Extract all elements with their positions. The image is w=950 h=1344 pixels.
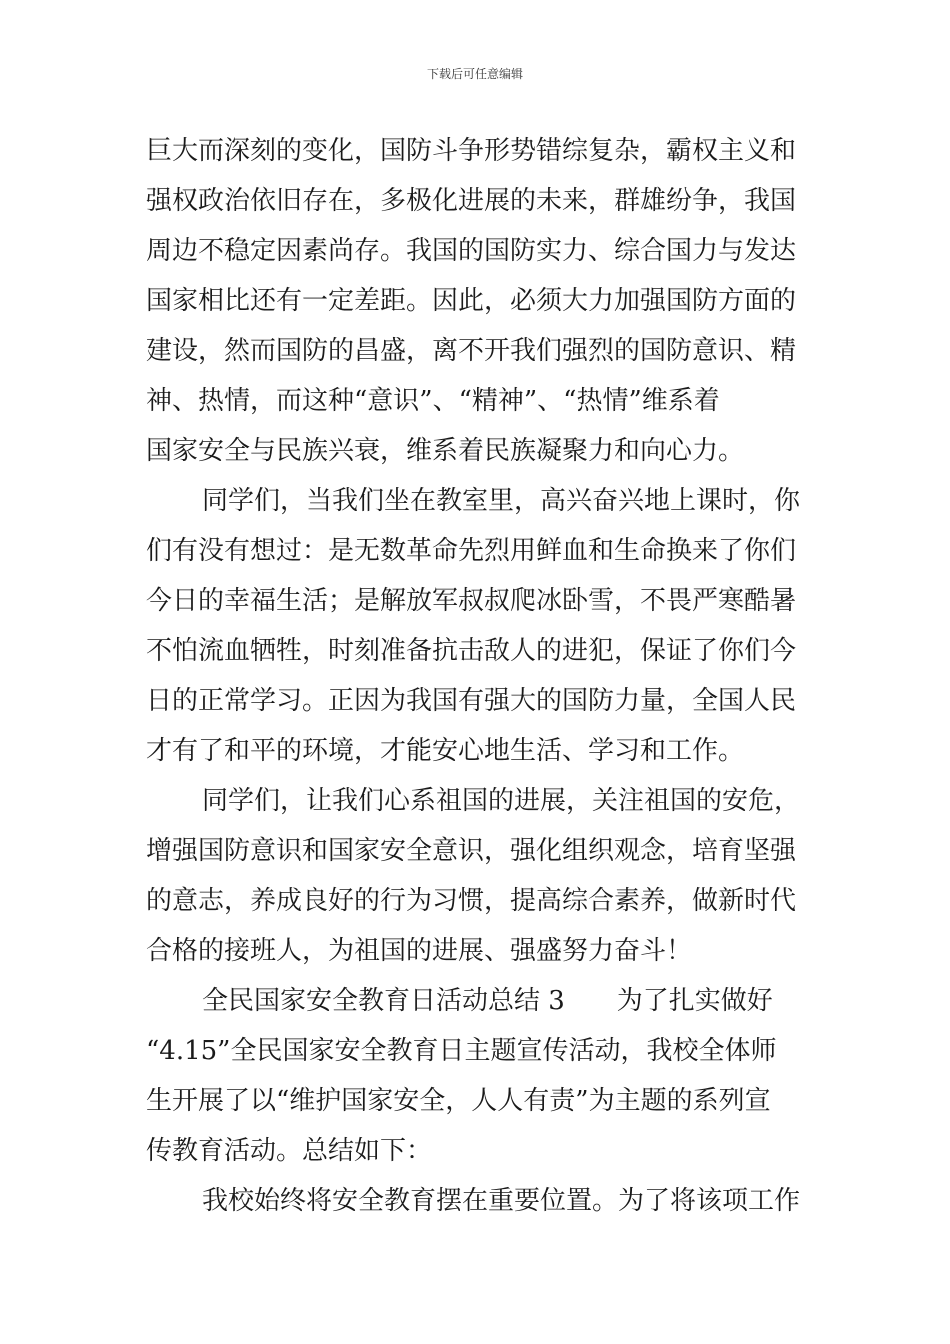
text-line: “4.15”全民国家安全教育日主题宣传活动，我校全体师 (146, 1036, 777, 1066)
page-header: 下载后可任意编辑 (426, 67, 523, 81)
document-body (146, 126, 811, 1226)
text-line: 强权政治依旧存在，多极化进展的未来，群雄纷争，我国 (146, 186, 797, 216)
text-line: 不怕流血牺牲，时刻准备抗击敌人的进犯，保证了你们今 (146, 636, 797, 666)
text-line: 周边不稳定因素尚存。我国的国防实力、综合国力与发达 (146, 236, 797, 266)
text-line: 建设，然而国防的昌盛，离不开我们强烈的国防意识、精 (146, 336, 797, 366)
text-line: 神、热情，而这种“意识”、“精神”、“热情”维系着 (146, 386, 720, 416)
paragraph-start-line: 我校始终将安全教育摆在重要位置。为了将该项工作 (202, 1186, 801, 1216)
text-line: 传教育活动。总结如下： (146, 1136, 433, 1166)
text-line: 合格的接班人，为祖国的进展、强盛努力奋斗！ (146, 936, 693, 966)
text-line: 巨大而深刻的变化，国防斗争形势错综复杂，霸权主义和 (146, 136, 797, 166)
text-line: 日的正常学习。正因为我国有强大的国防力量，全国人民 (146, 686, 797, 716)
text-line: 国家安全与民族兴衰，维系着民族凝聚力和向心力。 (146, 436, 745, 466)
text-line: 增强国防意识和国家安全意识，强化组织观念，培育坚强 (146, 836, 797, 866)
text-line: 们有没有想过：是无数革命先烈用鲜血和生命换来了你们 (146, 536, 797, 566)
text-line: 国家相比还有一定差距。因此，必须大力加强国防方面的 (146, 286, 797, 316)
text-line: 生开展了以“维护国家安全，人人有责”为主题的系列宣 (146, 1086, 771, 1116)
paragraph-start-line: 同学们，当我们坐在教室里，高兴奋兴地上课时，你 (202, 486, 801, 516)
paragraph-start-line: 同学们，让我们心系祖国的进展，关注祖国的安危， (202, 786, 801, 816)
text-line: 今日的幸福生活；是解放军叔叔爬冰卧雪，不畏严寒酷暑 (146, 586, 797, 616)
text-line: 才有了和平的环境，才能安心地生活、学习和工作。 (146, 736, 745, 766)
text-line: 的意志，养成良好的行为习惯，提高综合素养，做新时代 (146, 886, 797, 916)
section-heading-line: 全民国家安全教育日活动总结 3 为了扎实做好 (202, 986, 773, 1016)
